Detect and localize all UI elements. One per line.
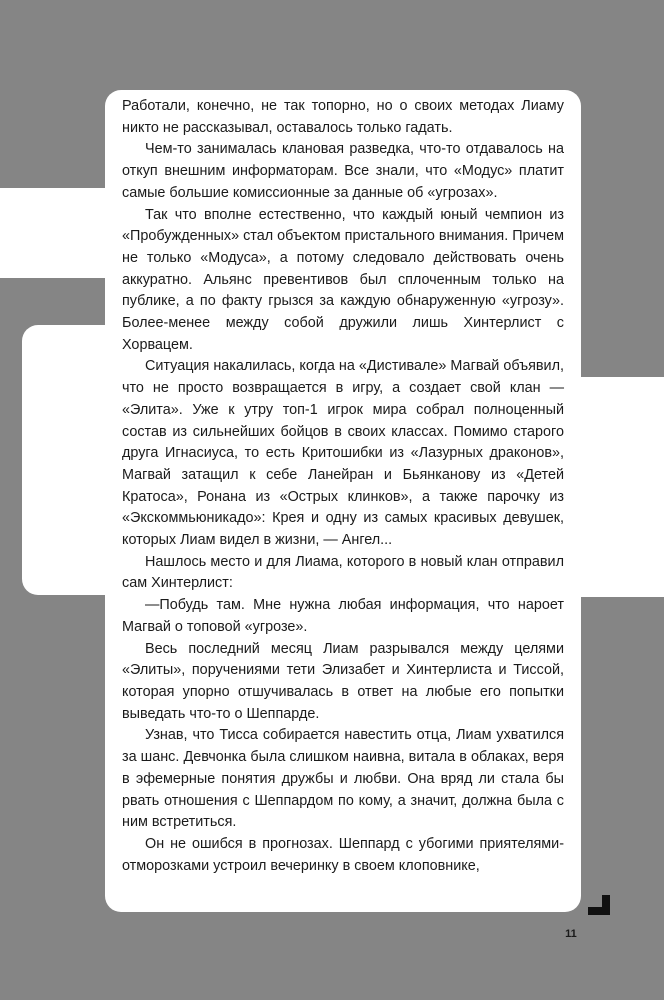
corner-bracket-icon	[585, 893, 611, 917]
paragraph: Ситуация накалилась, когда на «Дистивале» Магвай объявил, что не просто возвращается в игру, а создает свой клан — «Элита». Уже к утру топ-1 игрок мира собрал полноценный состав из сильнейших бойцов в своих классах. Помимо старого друга Игнасиуса, то есть Критошибки из «Лазурных драконов», Магвай затащил к себе Ланейран и Бьянканову из «Детей Кратоса», Ронана из «Острых клинков», а также парочку из «Экскоммьюникадо»: Крея и одну из самых красивых девушек, которых Лиам видел в жизни, — Ангел...	[122, 358, 564, 549]
paragraph: —Побудь там. Мне нужна любая информация, что нароет Магвай о топовой «угрозе».	[122, 597, 564, 635]
paragraph: Он не ошибся в прогнозах. Шеппард с убогими приятелями-отморозками устроил вечеринку в своем клоповнике,	[122, 835, 564, 874]
paragraph: Так что вполне естественно, что каждый юный чемпион из «Пробужденных» стал объектом пристального внимания. Причем не только «Модуса», а потому следовало действовать очень аккуратно. Альянс превентивов был сплоченным только на публике, а по факту грызся за каждую обнаруженную «угрозу». Более-менее между собой дружили лишь Хинтерлист с Хорвацем.	[122, 206, 564, 353]
decor-white-block-left-top	[0, 188, 120, 278]
body-text	[122, 96, 564, 877]
page-number: 11	[565, 928, 577, 940]
paragraph: Чем-то занималась клановая разведка, что-то отдавалось на откуп внешним информаторам. Все знали, что «Модус» платит самые большие комиссионные за данные об «угрозах».	[122, 141, 564, 201]
paragraph: Узнав, что Тисса собирается навестить отца, Лиам ухватился за шанс. Девчонка была слишком наивна, витала в облаках, веря в эфемерные понятия дружбы и любви. Она вряд ли стала бы рвать отношения с Шеппардом по кому, а значит, должна была с ним встретиться.	[122, 727, 564, 831]
paragraph: Нашлось место и для Лиама, которого в новый клан отправил сам Хинтерлист:	[122, 553, 564, 592]
paragraph: Весь последний месяц Лиам разрывался между целями «Элиты», поручениями тети Элизабет и Хинтерлиста и Тиссой, которая упорно отшучивалась в ответ на любые его попытки выведать что-то о Шеппарде.	[122, 640, 564, 722]
paragraph: Работали, конечно, не так топорно, но о своих методах Лиаму никто не рассказывал, оставалось только гадать.	[122, 98, 564, 136]
